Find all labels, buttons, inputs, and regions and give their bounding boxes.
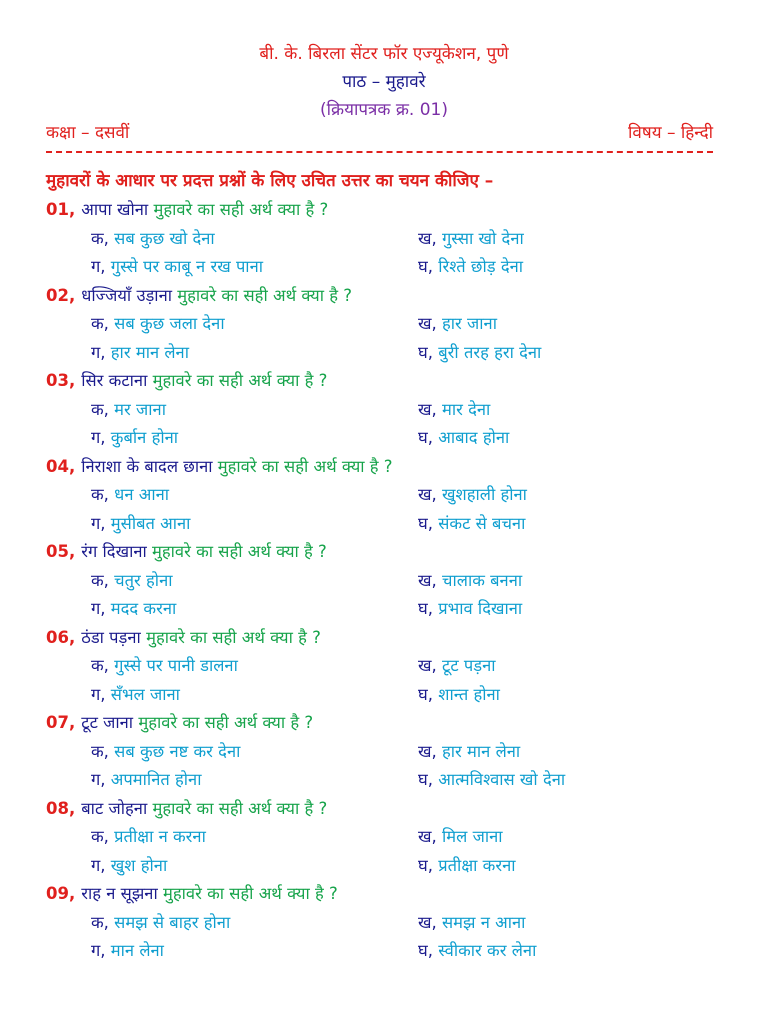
answer-option[interactable] [91, 310, 225, 339]
option-key: घ, [418, 770, 433, 789]
question-1 [46, 196, 716, 225]
idiom-text: बाट जोहना [81, 798, 148, 818]
option-key: घ, [418, 941, 433, 960]
question-number: 09, [46, 884, 76, 903]
option-row [46, 396, 716, 425]
option-row [46, 567, 716, 596]
lesson-title: पाठ – मुहावरे [342, 72, 426, 92]
option-key: घ, [418, 257, 433, 276]
option-text: सब कुछ नष्ट कर देना [114, 741, 241, 761]
question-text: मुहावरे का सही अर्थ क्या है ? [217, 456, 393, 476]
answer-option[interactable] [418, 481, 527, 510]
option-row [46, 738, 716, 767]
answer-option[interactable] [91, 823, 206, 852]
answer-option[interactable] [91, 567, 173, 596]
answer-option[interactable] [418, 852, 516, 881]
option-text: प्रतीक्षा करना [438, 855, 516, 875]
question-text: मुहावरे का सही अर्थ क्या है ? [177, 285, 353, 305]
option-text: मिल जाना [442, 827, 503, 846]
option-key: ख, [418, 485, 437, 504]
option-text: मान लेना [110, 941, 164, 960]
idiom-text: धज्जियाँ उड़ाना [81, 285, 173, 305]
option-key: ग, [91, 513, 106, 533]
answer-option[interactable] [91, 937, 164, 966]
idiom-text: राह न सूझना [81, 884, 158, 903]
option-text: चतुर होना [114, 570, 173, 590]
option-text: मुसीबत आना [110, 513, 191, 533]
subject-label: विषय – हिन्दी [628, 123, 713, 143]
idiom-text: रंग दिखाना [81, 542, 147, 561]
option-text: प्रतीक्षा न करना [114, 827, 206, 846]
option-text: बुरी तरह हरा देना [438, 342, 542, 362]
answer-option[interactable] [91, 396, 166, 425]
option-text: चालाक बनना [442, 570, 523, 590]
option-key: ख, [418, 314, 437, 333]
option-key: क, [91, 399, 109, 419]
option-row [46, 823, 716, 852]
option-key: ग, [91, 428, 106, 447]
option-row [46, 909, 716, 938]
divider-line [46, 151, 713, 153]
option-text: खुश होना [110, 855, 168, 875]
option-text: सब कुछ जला देना [114, 314, 225, 333]
question-3 [46, 367, 716, 396]
option-text: टूट पड़ना [442, 656, 496, 675]
option-key: क, [91, 314, 109, 333]
answer-option[interactable] [91, 681, 180, 710]
question-text: मुहावरे का सही अर्थ क्या है ? [153, 200, 329, 219]
option-row [46, 339, 716, 368]
answer-option[interactable] [418, 396, 490, 425]
option-text: आत्मविश्वास खो देना [438, 770, 566, 789]
option-text: गुस्सा खो देना [442, 228, 524, 248]
option-row [46, 937, 716, 966]
answer-option[interactable] [418, 310, 497, 339]
question-text: मुहावरे का सही अर्थ क्या है ? [163, 884, 338, 903]
option-text: हार मान लेना [110, 342, 189, 362]
question-number: 07, [46, 713, 76, 732]
option-key: क, [91, 656, 109, 675]
idiom-text: ठंडा पड़ना [81, 627, 141, 647]
question-9 [46, 880, 716, 909]
option-text: सँभल जाना [110, 684, 180, 704]
option-text: मार देना [442, 399, 491, 419]
class-label: कक्षा – दसवीं [46, 123, 130, 143]
meta-row [46, 120, 713, 146]
answer-option[interactable] [418, 567, 522, 596]
answer-option[interactable] [91, 738, 240, 767]
answer-option[interactable] [91, 852, 167, 881]
option-row [46, 852, 716, 881]
answer-option[interactable] [418, 225, 524, 254]
answer-option[interactable] [418, 652, 496, 681]
option-text: धन आना [114, 485, 170, 504]
option-text: सब कुछ खो देना [114, 228, 215, 248]
answer-option[interactable] [418, 595, 522, 624]
answer-option[interactable] [418, 823, 503, 852]
answer-option[interactable] [91, 225, 215, 254]
answer-option[interactable] [91, 424, 178, 453]
answer-option[interactable] [418, 510, 525, 539]
answer-option[interactable] [418, 766, 565, 795]
option-key: ग, [91, 770, 106, 789]
option-text: हार मान लेना [442, 741, 521, 761]
question-text: मुहावरे का सही अर्थ क्या है ? [152, 798, 328, 818]
question-6 [46, 624, 716, 653]
idiom-text: आपा खोना [81, 200, 149, 219]
option-row [46, 481, 716, 510]
option-key: घ, [418, 513, 433, 533]
option-text: हार जाना [442, 314, 497, 333]
question-text: मुहावरे का सही अर्थ क्या है ? [138, 713, 314, 732]
option-text: गुस्से पर पानी डालना [114, 656, 238, 675]
answer-option[interactable] [418, 681, 500, 710]
option-text: संकट से बचना [438, 513, 526, 533]
idiom-text: टूट जाना [81, 713, 134, 732]
answer-option[interactable] [418, 937, 536, 966]
question-text: मुहावरे का सही अर्थ क्या है ? [152, 371, 328, 390]
option-key: ख, [418, 741, 437, 761]
question-text: मुहावरे का सही अर्थ क्या है ? [152, 542, 327, 561]
answer-option[interactable] [91, 595, 176, 624]
option-key: क, [91, 741, 109, 761]
option-text: आबाद होना [438, 428, 510, 447]
option-key: ख, [418, 827, 437, 846]
option-key: ग, [91, 342, 106, 362]
worksheet-header [0, 40, 768, 124]
question-number: 08, [46, 798, 76, 818]
option-text: प्रभाव दिखाना [438, 599, 523, 618]
question-number: 02, [46, 285, 76, 305]
option-key: घ, [418, 855, 433, 875]
answer-option[interactable] [91, 510, 190, 539]
option-key: क, [91, 228, 109, 248]
option-key: क, [91, 827, 109, 846]
option-key: ग, [91, 855, 106, 875]
question-number: 03, [46, 371, 76, 390]
answer-option[interactable] [91, 481, 169, 510]
option-row [46, 766, 716, 795]
option-key: ग, [91, 941, 106, 960]
option-row [46, 652, 716, 681]
option-text: गुस्से पर काबू न रख पाना [110, 257, 264, 276]
option-text: समझ से बाहर होना [114, 912, 231, 932]
idiom-text: सिर कटाना [81, 371, 148, 390]
option-row [46, 225, 716, 254]
option-text: कुर्बान होना [110, 428, 179, 447]
question-2 [46, 282, 716, 311]
question-number: 06, [46, 627, 76, 647]
option-text: समझ न आना [442, 912, 526, 932]
answer-option[interactable] [418, 909, 525, 938]
question-list [46, 196, 716, 966]
option-key: ख, [418, 656, 437, 675]
option-row [46, 310, 716, 339]
question-number: 05, [46, 542, 76, 561]
option-key: ख, [418, 399, 437, 419]
option-key: क, [91, 570, 109, 590]
option-key: क, [91, 912, 109, 932]
answer-option[interactable] [418, 424, 509, 453]
option-row [46, 424, 716, 453]
option-text: मर जाना [114, 399, 166, 419]
worksheet-number: (क्रियापत्रक क्र. 01) [320, 100, 448, 120]
answer-option[interactable] [418, 738, 520, 767]
option-key: घ, [418, 428, 433, 447]
option-text: अपमानित होना [110, 770, 202, 789]
option-text: मदद करना [110, 599, 177, 618]
option-text: खुशहाली होना [442, 485, 527, 504]
option-key: ग, [91, 684, 106, 704]
option-key: क, [91, 485, 109, 504]
question-text: मुहावरे का सही अर्थ क्या है ? [146, 627, 321, 647]
option-key: घ, [418, 684, 433, 704]
option-key: ग, [91, 257, 106, 276]
question-4 [46, 453, 716, 482]
question-8 [46, 795, 716, 824]
answer-option[interactable] [91, 766, 201, 795]
answer-option[interactable] [91, 652, 238, 681]
option-row [46, 510, 716, 539]
option-key: घ, [418, 342, 433, 362]
option-text: रिश्ते छोड़ देना [438, 257, 524, 276]
question-number: 01, [46, 200, 76, 219]
option-key: ख, [418, 228, 437, 248]
option-key: ख, [418, 570, 437, 590]
option-text: शान्त होना [438, 684, 500, 704]
answer-option[interactable] [91, 909, 230, 938]
answer-option[interactable] [418, 253, 523, 282]
option-key: ग, [91, 599, 106, 618]
question-5 [46, 538, 716, 567]
option-key: घ, [418, 599, 433, 618]
answer-option[interactable] [91, 253, 263, 282]
question-7 [46, 709, 716, 738]
option-text: स्वीकार कर लेना [438, 941, 537, 960]
school-name: बी. के. बिरला सेंटर फॉर एज्यूकेशन, पुणे [259, 44, 509, 64]
idiom-text: निराशा के बादल छाना [81, 456, 213, 476]
answer-option[interactable] [91, 339, 189, 368]
option-row [46, 681, 716, 710]
question-number: 04, [46, 456, 76, 476]
instruction-text: मुहावरों के आधार पर प्रदत्त प्रश्नों के लिए उचित उत्तर का चयन कीजिए – [46, 171, 494, 191]
option-row [46, 253, 716, 282]
option-row [46, 595, 716, 624]
option-key: ख, [418, 912, 437, 932]
answer-option[interactable] [418, 339, 541, 368]
